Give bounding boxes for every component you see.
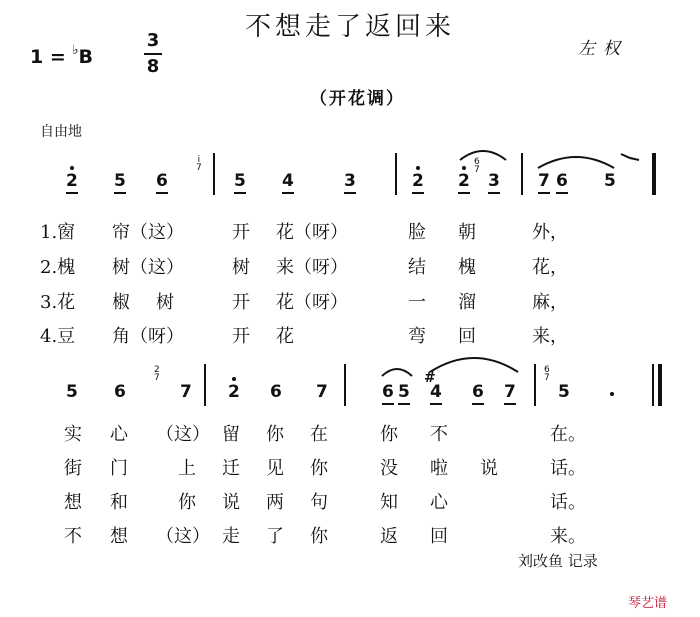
lyric-word: 想 [64,492,82,513]
octave-dot [462,166,466,170]
region-label: 左权 [578,39,628,59]
subtitle: （开花调） [310,89,405,109]
lyric-word: 说 [480,458,498,479]
transcriber-credit: 刘改鱼 记录 [518,552,598,570]
lyric-word: 帘（这） [112,222,184,243]
lyric-word: 结 [408,257,426,278]
lyric-word: 街 [64,458,82,479]
note: 2 [458,171,470,194]
lyric-word: 外， [532,222,568,243]
lyric-word: 你 [310,458,328,479]
lyric-word: 弯 [408,326,426,347]
lyric-word: 树（这） [112,257,184,278]
grace-notes: i 7 [196,155,202,173]
lyric-word: 门 [110,458,128,479]
key-signature [30,43,93,68]
octave-dot [70,166,74,170]
note: 6 [270,382,282,402]
sharp-symbol: # [424,370,436,386]
note: 7 [538,171,550,194]
bar-line [521,153,523,195]
tempo-marking: 自由地 [40,124,82,140]
site-logo: 琴艺谱 [628,596,668,611]
lyric-word: 花， [532,257,568,278]
lyric-word: 花（呀） [276,222,348,243]
note: 5 [66,382,78,402]
lyric-word: 想 [110,526,128,547]
lyric-word: 角（呀） [112,326,184,347]
note: 6 [156,171,168,194]
note: 5 [398,382,410,405]
lyric-word: 心 [430,492,448,513]
lyric-word: 话。 [550,458,586,479]
lyric-word: 心 [110,424,128,445]
note: 6 [556,171,568,194]
grace-notes: 6 7 [474,157,480,175]
lyric-word: 啦 [430,458,448,479]
octave-dot [232,377,236,381]
bar-line [534,364,536,406]
lyric-word: 4.豆 [40,326,76,347]
lyric-word: 实 [64,424,82,445]
lyric-word: 迁 [222,458,240,479]
note: 3 [488,171,500,194]
note: 3 [344,171,356,194]
slur [380,364,414,378]
note: 5 [558,382,570,402]
bar-line [395,153,397,195]
lyric-word: 你 [380,424,398,445]
slur [536,152,616,170]
meter-denominator: 8 [146,56,160,77]
lyric-word: 和 [110,492,128,513]
note: 7 [316,382,328,402]
lyric-word: 见 [266,458,284,479]
lyric-word: 返 [380,526,398,547]
lyric-word: 树 [232,257,250,278]
note: 2 [412,171,424,194]
lyric-word: 椒 [112,292,130,313]
bar-line [652,364,654,406]
lyric-word: 回 [458,326,476,347]
grace-notes: 6 7 [544,365,550,383]
meter-numerator: 3 [146,30,160,51]
note: 4 [430,382,442,405]
lyric-word: 你 [266,424,284,445]
lyric-word: 来（呀） [276,257,348,278]
lyric-word: 2.槐 [40,257,76,278]
lyric-word: 不 [64,526,82,547]
note: 4 [282,171,294,194]
lyric-word: 留 [222,424,240,445]
lyric-word: 麻， [532,292,568,313]
lyric-word: 知 [380,492,398,513]
fermata-mark [620,152,640,162]
lyric-word: 回 [430,526,448,547]
lyric-word: 开 [232,222,250,243]
note: 6 [472,382,484,405]
song-title: 不想走了返回来 [245,12,456,42]
lyric-word: 你 [310,526,328,547]
note: 7 [180,382,192,402]
lyric-word: 来， [532,326,568,347]
rhythm-dot [610,392,614,396]
bar-line [213,153,215,195]
note: 5 [604,171,616,191]
lyric-word: 花 [276,326,294,347]
note: 2 [66,171,78,194]
lyric-word: 1.窗 [40,222,76,243]
bar-line [204,364,206,406]
octave-dot [416,166,420,170]
lyric-word: 脸 [408,222,426,243]
lyric-word: 朝 [458,222,476,243]
lyric-word: 了 [266,526,284,547]
lyric-word: 开 [232,326,250,347]
slur [458,146,508,162]
key-note: B [78,46,93,68]
lyric-word: 不 [430,424,448,445]
lyric-word: 开 [232,292,250,313]
slur [428,352,520,374]
note: 7 [504,382,516,405]
note: 5 [114,171,126,194]
lyric-word: 说 [222,492,240,513]
lyric-word: 上 [178,458,196,479]
lyric-word: （这） [156,424,210,445]
lyric-word: 没 [380,458,398,479]
lyric-word: 花（呀） [276,292,348,313]
lyric-word: 你 [178,492,196,513]
note: 2 [228,382,240,402]
flat-symbol: ♭ [72,43,79,58]
lyric-word: 来。 [550,526,586,547]
key-prefix: 1 = [30,46,73,68]
lyric-word: 槐 [458,257,476,278]
lyric-word: 溜 [458,292,476,313]
time-signature [142,30,164,78]
lyric-word: 话。 [550,492,586,513]
note: 6 [114,382,126,402]
end-bar-line [658,364,662,406]
lyric-word: 在。 [550,424,586,445]
lyric-word: （这） [156,526,210,547]
lyric-word: 一 [408,292,426,313]
lyric-word: 在 [310,424,328,445]
bar-line [344,364,346,406]
note: 6 [382,382,394,405]
lyric-word: 走 [222,526,240,547]
lyric-word: 两 [266,492,284,513]
lyric-word: 句 [310,492,328,513]
lyric-word: 3.花 [40,292,76,313]
note: 5 [234,171,246,194]
end-bar-line [652,153,656,195]
grace-notes: 2 7 [154,365,160,383]
lyric-word: 树 [156,292,174,313]
